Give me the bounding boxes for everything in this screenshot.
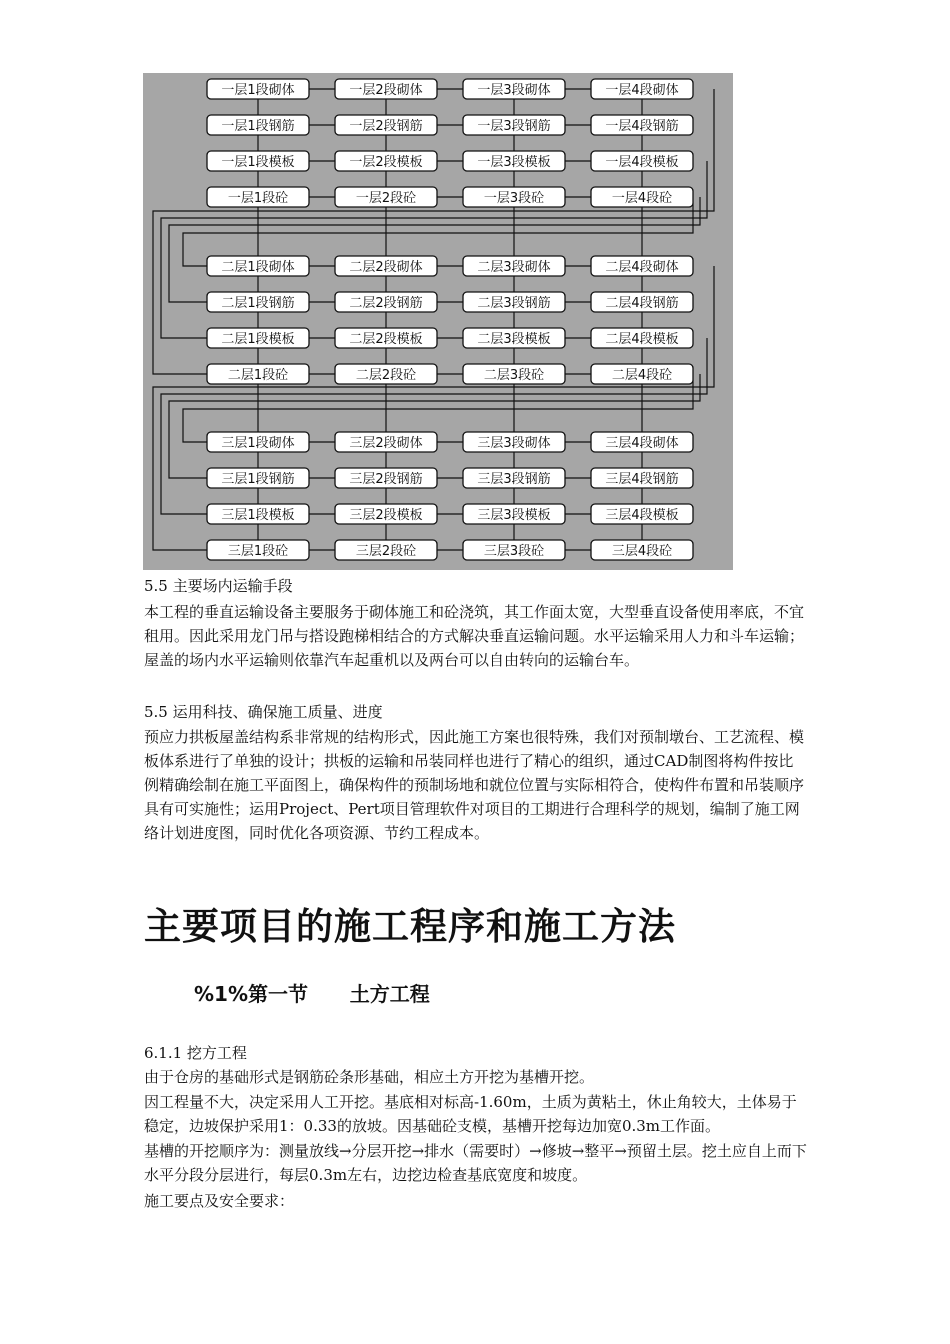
flow-task-label: 二层4段砌体 <box>605 260 679 275</box>
flow-task-label: 一层4段砼 <box>611 191 673 206</box>
section-6-1-1-para-1: 由于仓房的基础形式是钢筋砼条形基础，相应土方开挖为基槽开挖。 <box>144 1068 595 1086</box>
construction-flow-diagram <box>143 73 733 570</box>
flow-task-label: 一层2段砌体 <box>349 83 423 98</box>
section-5-5-transport-title: 5.5 主要场内运输手段 <box>144 577 293 595</box>
flow-task-label: 一层3段砌体 <box>477 83 551 98</box>
flow-task-label: 一层3段钢筋 <box>477 119 551 134</box>
flow-task-label: 一层4段钢筋 <box>605 119 679 134</box>
loop-connector-line <box>169 374 700 478</box>
flow-task-label: 一层1段砼 <box>227 191 289 206</box>
flow-task-label: 三层4段砼 <box>611 544 673 559</box>
section-6-1-1-para-3: 基槽的开挖顺序为：测量放线→分层开挖→排水（需要时）→修坡→整平→预留土层。挖土应自上而下水平分段分层进行，每层0.3m左右，边挖边检查基底宽度和坡度。 <box>144 1142 807 1184</box>
flow-task-label: 三层4段钢筋 <box>605 472 679 487</box>
flow-task-label: 二层3段钢筋 <box>477 296 551 311</box>
flow-task-label: 二层4段模板 <box>605 332 679 347</box>
flow-task-label: 一层2段钢筋 <box>349 119 423 134</box>
section-heading: %1%第一节 土方工程 <box>194 982 430 1006</box>
flow-task-label: 三层2段砼 <box>355 544 417 559</box>
flow-task-label: 一层1段模板 <box>221 155 295 170</box>
flow-task-label: 二层2段砌体 <box>349 260 423 275</box>
section-5-5-technology-title: 5.5 运用科技、确保施工质量、进度 <box>144 703 383 721</box>
section-6-1-1-para-2: 因工程量不大，决定采用人工开挖。基底相对标高-1.60m，土质为黄粘土，休止角较大，土体易于稳定，边坡保护采用1：0.33的放坡。因基础砼支模，基槽开挖每边加宽0.3m工作面。 <box>144 1093 797 1135</box>
flow-task-label: 二层1段砌体 <box>221 260 295 275</box>
flow-task-label: 三层4段模板 <box>605 508 679 523</box>
flow-task-label: 二层3段砌体 <box>477 260 551 275</box>
flow-task-label: 一层1段砌体 <box>221 83 295 98</box>
flow-task-label: 一层3段砼 <box>483 191 545 206</box>
flow-diagram-canvas <box>143 73 733 570</box>
section-6-1-1-para-4: 施工要点及安全要求： <box>144 1192 295 1210</box>
flow-task-label: 三层3段砼 <box>483 544 545 559</box>
flow-task-label: 二层2段模板 <box>349 332 423 347</box>
flow-task-label: 二层1段砼 <box>227 368 289 383</box>
flow-task-label: 三层1段砼 <box>227 544 289 559</box>
flow-task-label: 二层4段砼 <box>611 368 673 383</box>
flow-task-label: 三层3段模板 <box>477 508 551 523</box>
flow-task-label: 二层1段模板 <box>221 332 295 347</box>
flow-task-label: 三层3段砌体 <box>477 436 551 451</box>
flow-task-label: 二层2段砼 <box>355 368 417 383</box>
flow-task-label: 一层2段砼 <box>355 191 417 206</box>
flow-task-label: 一层1段钢筋 <box>221 119 295 134</box>
flow-task-label: 三层1段砌体 <box>221 436 295 451</box>
flow-task-label: 三层2段砌体 <box>349 436 423 451</box>
flow-task-label: 三层1段钢筋 <box>221 472 295 487</box>
flow-task-label: 二层2段钢筋 <box>349 296 423 311</box>
flow-task-label: 三层2段钢筋 <box>349 472 423 487</box>
flow-task-label: 二层3段砼 <box>483 368 545 383</box>
flow-task-label: 一层3段模板 <box>477 155 551 170</box>
flow-task-label: 二层1段钢筋 <box>221 296 295 311</box>
flow-task-label: 三层2段模板 <box>349 508 423 523</box>
flow-task-label: 三层4段砌体 <box>605 436 679 451</box>
chapter-heading: 主要项目的施工程序和施工方法 <box>144 905 676 948</box>
section-6-1-1-title: 6.1.1 挖方工程 <box>144 1044 247 1062</box>
section-5-5-transport-body: 本工程的垂直运输设备主要服务于砌体施工和砼浇筑，其工作面太宽，大型垂直设备使用率底，不宜租用。因此采用龙门吊与搭设跑梯相结合的方式解决垂直运输问题。水平运输采用人力和斗车运输；屋盖的场内水平运输则依靠汽车起重机以及两台可以自由转向的运输台车。 <box>144 603 805 669</box>
loop-connector-line <box>169 197 700 302</box>
flow-task-label: 三层1段模板 <box>221 508 295 523</box>
flow-task-label: 二层3段模板 <box>477 332 551 347</box>
flow-task-label: 一层4段砌体 <box>605 83 679 98</box>
section-5-5-technology-body: 预应力拱板屋盖结构系非常规的结构形式，因此施工方案也很特殊，我们对预制墩台、工艺流程、模板体系进行了单独的设计；拱板的运输和吊装同样也进行了精心的组织，通过CAD制图将构件按比例精确绘制在施工平面图上，确保构件的预制场地和就位位置与实际相符合，使构件布置和吊装顺序具有可实施性；运用Project、Pert项目管理软件对项目的工期进行合理科学的规划，编制了施工网络计划进度图，同时优化各项资源、节约工程成本。 <box>144 728 805 842</box>
flow-task-label: 一层2段模板 <box>349 155 423 170</box>
flow-task-label: 二层4段钢筋 <box>605 296 679 311</box>
flow-task-label: 一层4段模板 <box>605 155 679 170</box>
flow-task-label: 三层3段钢筋 <box>477 472 551 487</box>
